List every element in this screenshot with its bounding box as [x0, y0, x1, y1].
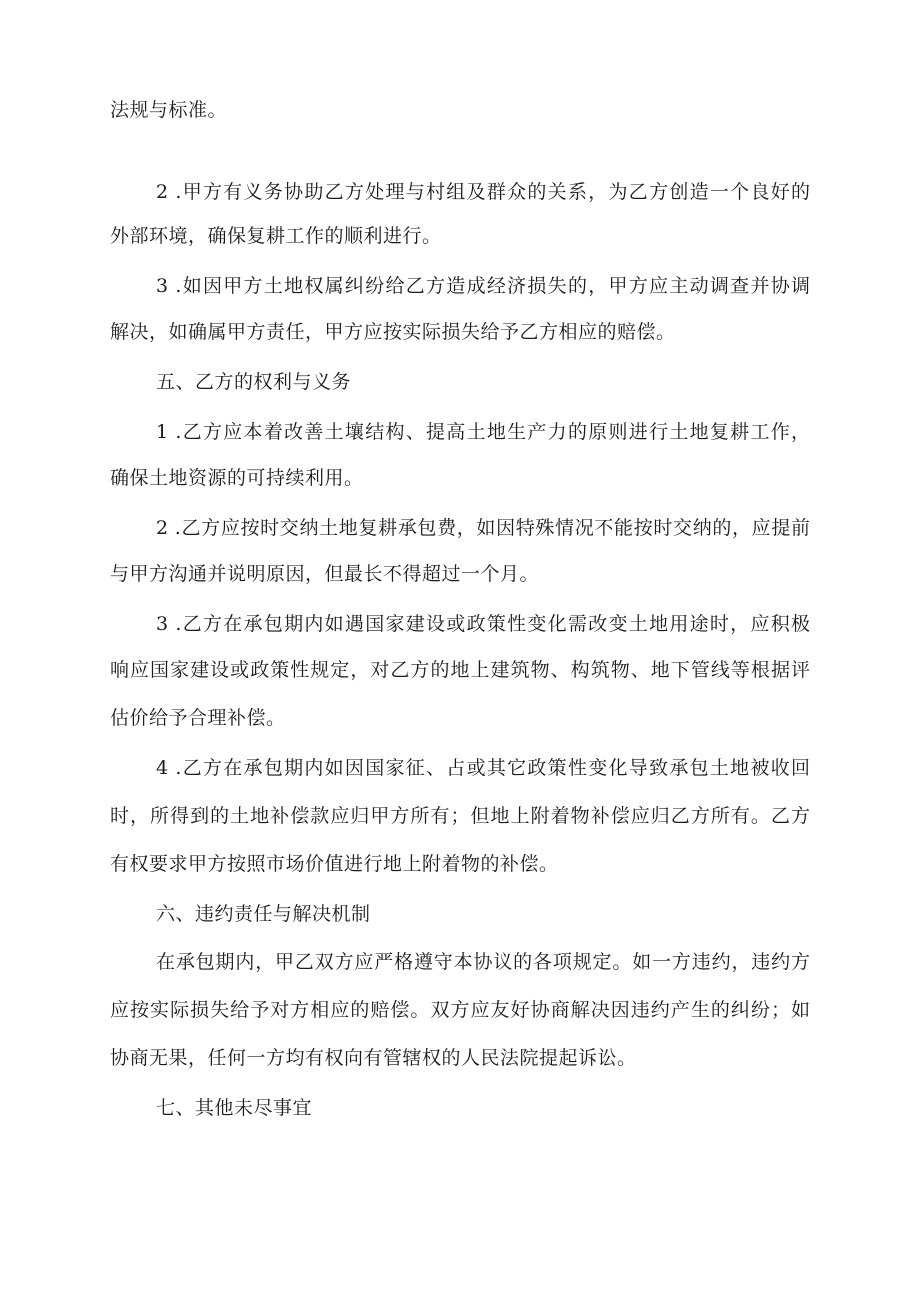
text-line-15: 时，所得到的土地补偿款应归甲方所有；但地上附着物补偿应归乙方所有。乙方: [110, 805, 810, 827]
section-heading-6: 六、违约责任与解决机制: [156, 903, 371, 925]
text-line-14: 4 .乙方在承包期内如因国家征、占或其它政策性变化导致承包土地被收回: [156, 757, 810, 779]
text-line-7: 1 .乙方应本着改善土壤结构、提高土地生产力的原则进行土地复耕工作，: [156, 421, 810, 443]
text-line-18: 在承包期内，甲乙双方应严格遵守本协议的各项规定。如一方违约，违约方: [156, 951, 810, 973]
text-line-2: 2 .甲方有义务协助乙方处理与村组及群众的关系，为乙方创造一个良好的: [156, 181, 810, 203]
text-line-3: 外部环境，确保复耕工作的顺利进行。: [110, 225, 442, 247]
text-line-16: 有权要求甲方按照市场价值进行地上附着物的补偿。: [110, 853, 559, 875]
text-line-11: 3 .乙方在承包期内如遇国家建设或政策性变化需改变土地用途时，应积极: [156, 613, 810, 635]
text-line-12: 响应国家建设或政策性规定，对乙方的地上建筑物、构筑物、地下管线等根据评: [110, 659, 810, 681]
text-line-10: 与甲方沟通并说明原因，但最长不得超过一个月。: [110, 563, 540, 585]
text-line-8: 确保土地资源的可持续利用。: [110, 467, 364, 489]
text-line-5: 解决，如确属甲方责任，甲方应按实际损失给予乙方相应的赔偿。: [110, 321, 676, 343]
text-line-9: 2 .乙方应按时交纳土地复耕承包费，如因特殊情况不能按时交纳的，应提前: [156, 517, 810, 539]
text-line-1: 法规与标准。: [110, 99, 228, 121]
text-line-4: 3 .如因甲方土地权属纠纷给乙方造成经济损失的，甲方应主动调查并协调: [156, 275, 810, 297]
text-line-20: 协商无果，任何一方均有权向有管辖权的人民法院提起诉讼。: [110, 1047, 637, 1069]
section-heading-7: 七、其他未尽事宜: [156, 1097, 313, 1119]
text-line-13: 估价给予合理补偿。: [110, 707, 286, 729]
text-line-19: 应按实际损失给予对方相应的赔偿。双方应友好协商解决因违约产生的纠纷；如: [110, 999, 810, 1021]
section-heading-5: 五、乙方的权利与义务: [156, 371, 352, 393]
